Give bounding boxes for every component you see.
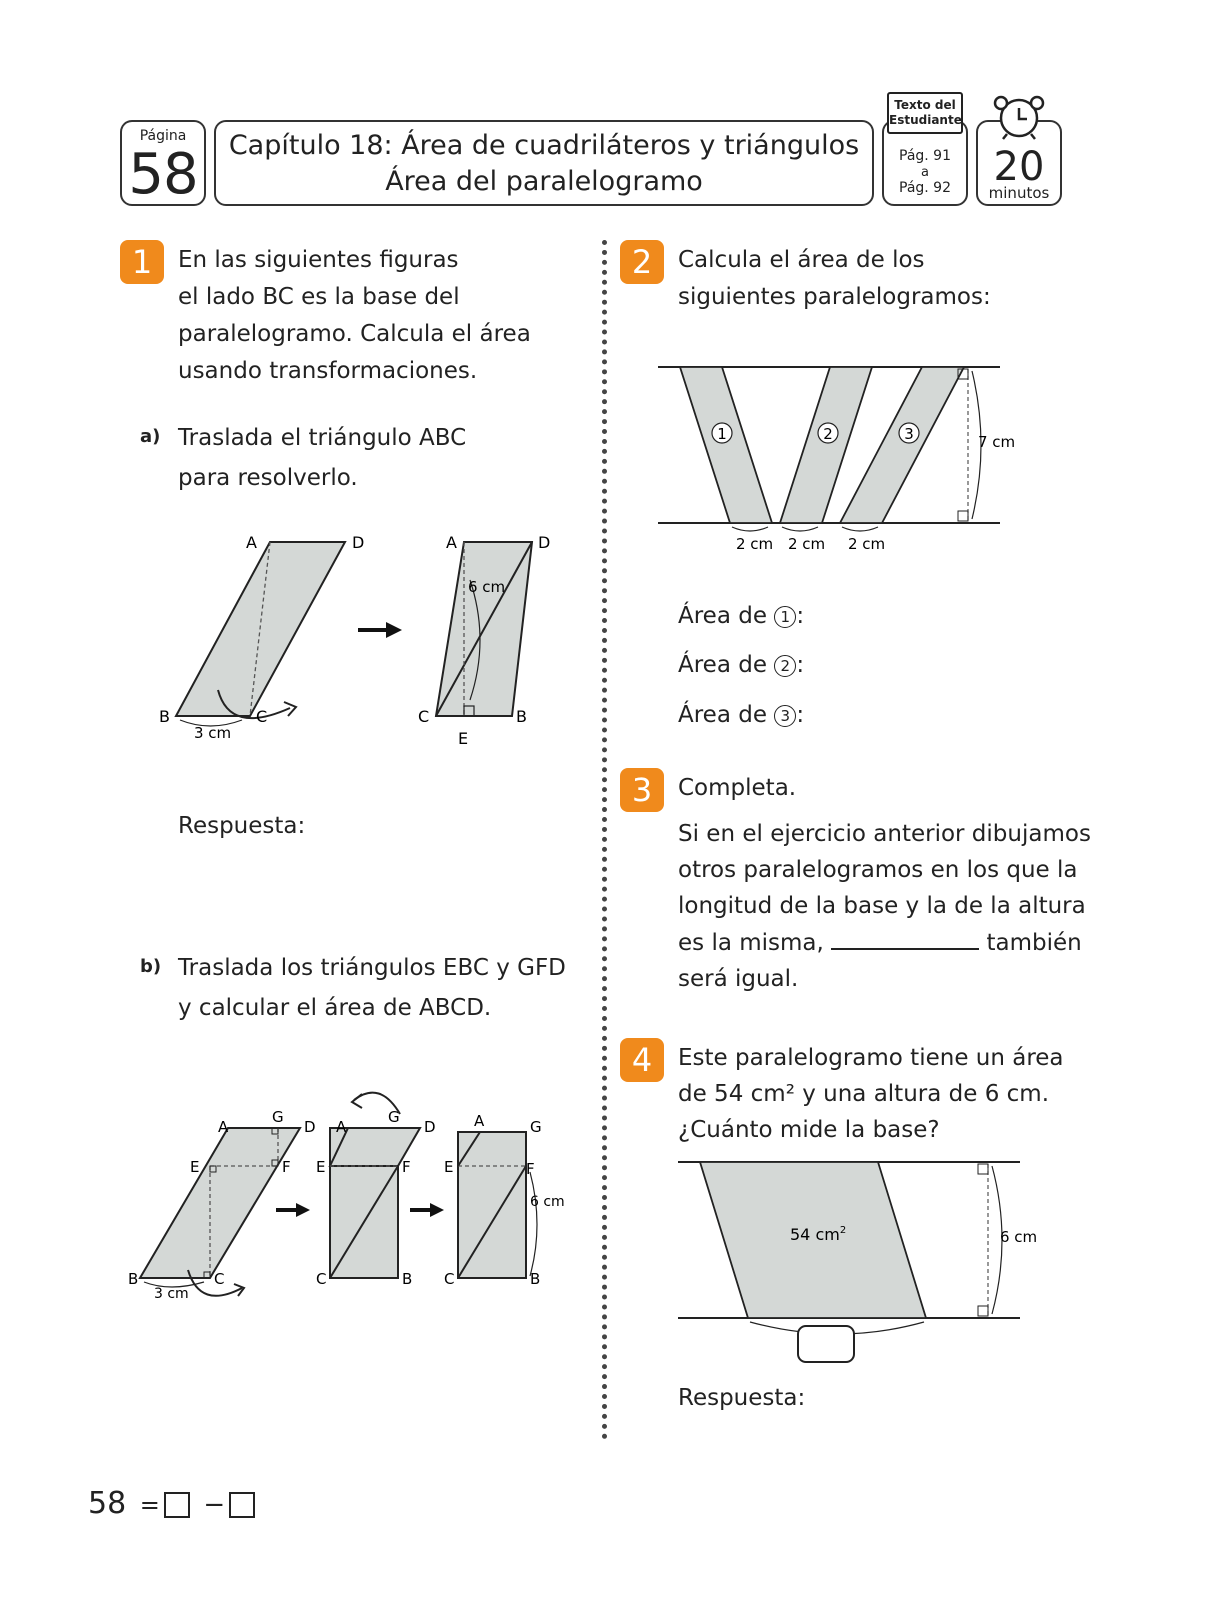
label-base1: 2 cm [736, 535, 774, 553]
chapter-title: Capítulo 18: Área de cuadriláteros y triángulos [228, 130, 860, 161]
label-G2: G [388, 1108, 400, 1126]
footer-minus: − [203, 1490, 226, 1520]
label-area: 54 $cm^2$ [790, 1225, 847, 1244]
label-A3: A [474, 1112, 485, 1130]
footer-page: 58 [88, 1486, 127, 1521]
figure-1a [150, 520, 570, 760]
exercise-3-text: Si en el ejercicio anterior dibujamos otros paralelogramos en los que la longitud de la base y la de la altura es la misma, también será igual. [678, 821, 1091, 992]
label-p1: 1 [717, 425, 727, 443]
label-p2: 2 [823, 425, 833, 443]
label-p3: 3 [904, 425, 914, 443]
label-height: 6 cm [468, 578, 506, 596]
answer-4-label: Respuesta: [678, 1385, 806, 1411]
label-height: 7 cm [978, 433, 1016, 451]
label-D: D [352, 533, 365, 552]
label-E: E [190, 1158, 200, 1176]
area-item-1: Área de 1 : [678, 603, 805, 629]
page-number: 58 [128, 142, 198, 207]
circled-1: 1 [774, 606, 796, 628]
label-B3: B [530, 1270, 541, 1288]
exercise-4-badge: 4 [620, 1038, 664, 1082]
time-value: 20 [993, 144, 1045, 190]
label-E: E [458, 729, 469, 748]
ref-to: Pág. 92 [899, 180, 951, 196]
exercise-1-badge: 1 [120, 240, 164, 284]
alarm-clock-icon [992, 94, 1046, 140]
part-b-text: Traslada los triángulos EBC y GFD y calcular el área de ABCD. [178, 955, 566, 1021]
label-C: C [256, 707, 268, 726]
footer [88, 1484, 255, 1525]
label-E2: E [316, 1158, 326, 1176]
label-A2: A [446, 533, 457, 552]
label-F3: F [526, 1160, 535, 1178]
label-base2: 2 cm [788, 535, 826, 553]
part-a-label: a) [140, 426, 161, 447]
label-F2: F [402, 1158, 411, 1176]
label-A: A [218, 1118, 229, 1136]
book-label-1: Texto del [894, 98, 956, 112]
column-divider [602, 240, 607, 1440]
time-unit: minutos [988, 184, 1050, 202]
label-C2: C [418, 707, 430, 726]
page-number-box [120, 120, 206, 206]
figure-4 [670, 1150, 1040, 1370]
label-C: C [214, 1270, 225, 1288]
exercise-3-badge: 3 [620, 768, 664, 812]
label-D2: D [538, 533, 551, 552]
label-B: B [128, 1270, 139, 1288]
label-G: G [272, 1108, 284, 1126]
answer-1a-label: Respuesta: [178, 813, 306, 839]
label-C3: C [444, 1270, 455, 1288]
footer-box-2 [229, 1492, 255, 1518]
lesson-title: Área del paralelogramo [385, 166, 703, 197]
footer-box-1 [164, 1492, 190, 1518]
label-D2: D [424, 1118, 436, 1136]
exercise-1-text: En las siguientes figuras el lado BC es la base del paralelogramo. Calcula el área usando transformaciones. [178, 247, 531, 384]
book-icon [887, 92, 963, 134]
page-label: Página [139, 128, 187, 144]
label-height: 6 cm [1000, 1228, 1038, 1246]
area-item-3: Área de 3 : [678, 702, 805, 728]
label-F: F [282, 1158, 291, 1176]
part-a-text: Traslada el triángulo ABC para resolverlo. [178, 425, 467, 491]
figure-1b [120, 1080, 580, 1320]
circled-3: 3 [774, 705, 796, 727]
label-D: D [304, 1118, 316, 1136]
exercise-3-title: Completa. [678, 775, 797, 801]
label-B: B [159, 707, 170, 726]
book-label-2: Estudiante [889, 113, 962, 127]
label-base: 3 cm [154, 1286, 189, 1302]
exercise-2-badge: 2 [620, 240, 664, 284]
exercise-4-text: Este paralelogramo tiene un área de 54 cm² y una altura de 6 cm. ¿Cuánto mide la base? [678, 1045, 1064, 1143]
label-B2: B [402, 1270, 413, 1288]
chapter-title-box [214, 120, 874, 206]
label-B2: B [516, 707, 527, 726]
ref-sep: a [921, 165, 929, 180]
circled-2: 2 [774, 655, 796, 677]
label-A: A [246, 533, 257, 552]
label-A2: A [336, 1118, 347, 1136]
label-base: 3 cm [194, 724, 232, 742]
exercise-2-text: Calcula el área de los siguientes paralelogramos: [678, 247, 991, 310]
figure-2 [650, 355, 1030, 565]
footer-eq: = [139, 1491, 160, 1519]
fill-in-blank[interactable] [831, 924, 979, 950]
area-item-2: Área de 2 : [678, 652, 805, 678]
label-height: 6 cm [530, 1194, 565, 1210]
label-G3: G [530, 1118, 542, 1136]
label-C2: C [316, 1270, 327, 1288]
label-base3: 2 cm [848, 535, 886, 553]
ref-from: Pág. 91 [899, 148, 951, 164]
label-E3: E [444, 1158, 454, 1176]
part-b-label: b) [140, 956, 162, 977]
